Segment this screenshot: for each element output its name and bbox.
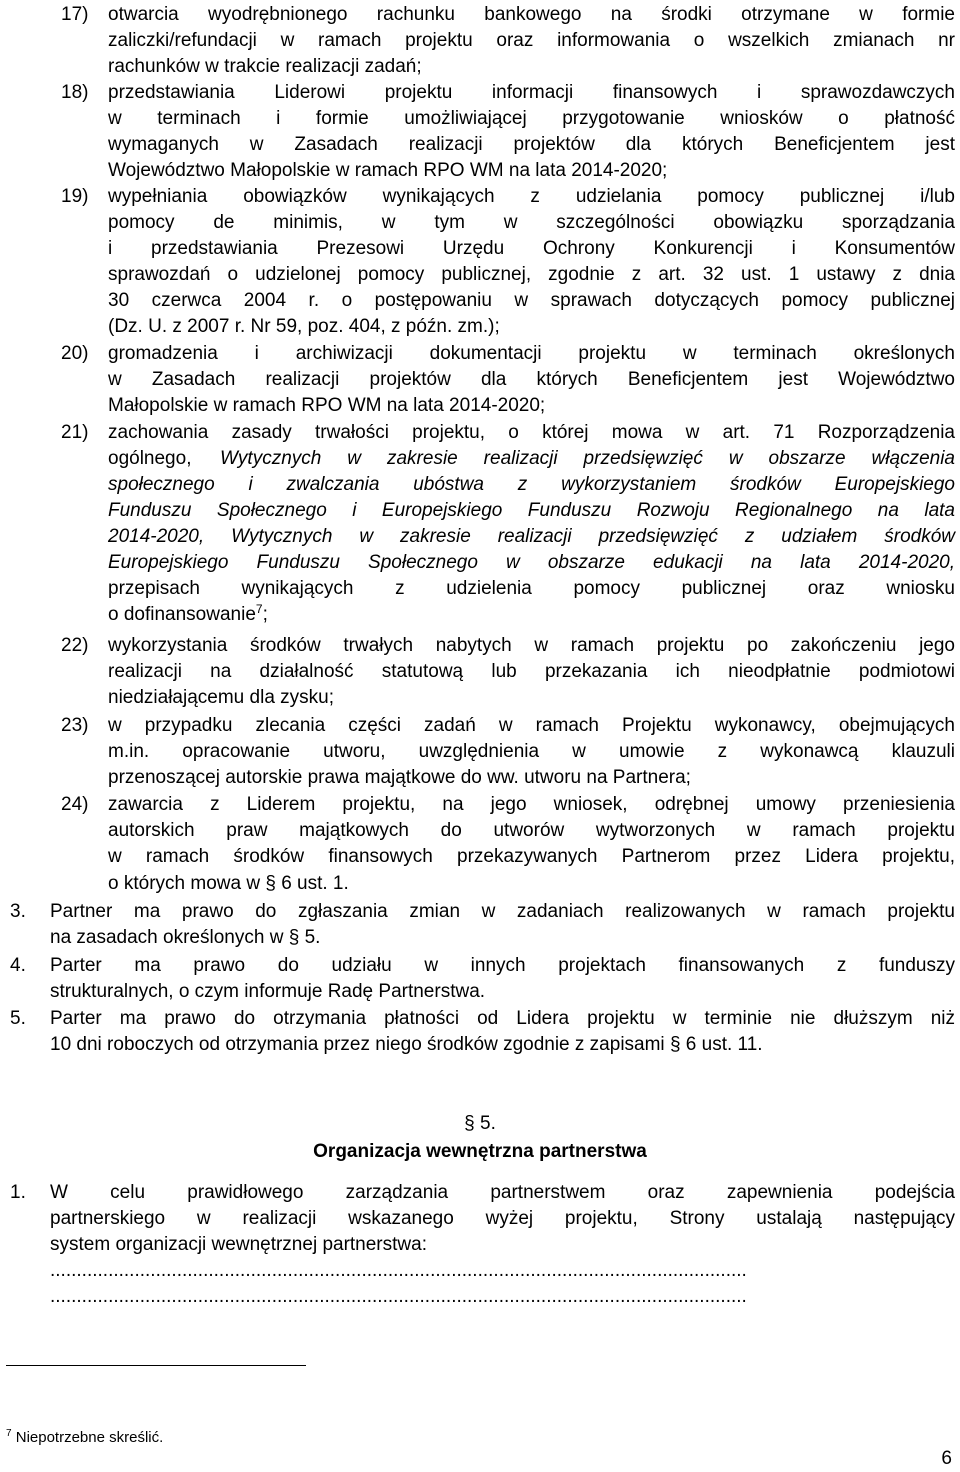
text-line: w ramach środków finansowych przekazywanych Partnerom przez Lidera projektu, <box>108 846 955 867</box>
text-line: wypełniania obowiązków wynikających z udzielania pomocy publicznej i/lub <box>108 186 955 207</box>
text-line: 30 czerwca 2004 r. o postępowaniu w sprawach dotyczących pomocy publicznej <box>108 290 955 311</box>
text-line: niedziałającemu dla zysku; <box>108 687 335 708</box>
text-line: partnerskiego w realizacji wskazanego wyżej projektu, Strony ustalają następujący <box>50 1208 955 1229</box>
section-number-value: 5. <box>480 1113 496 1134</box>
text-fragment: na zasadach określonych w <box>50 927 284 948</box>
text-line: gromadzenia i archiwizacji dokumentacji projektu w terminach określonych <box>108 343 955 364</box>
text-line: realizacji na działalność statutową lub przekazania ich nieodpłatnie podmiotowi <box>108 661 955 682</box>
text-line: wymaganych w Zasadach realizacji projektów dla których Beneficjentem jest <box>108 134 955 155</box>
list-number: 20) <box>61 343 89 364</box>
point-number: 5. <box>10 1008 26 1029</box>
text-line: Partner ma prawo do zgłaszania zmian w zadaniach realizowanych w ramach projektu <box>50 901 955 922</box>
text-line-italic: Funduszu Społecznego i Europejskiego Funduszu Rozwoju Regionalnego na lata <box>108 500 955 521</box>
text-fragment: 6 ust. 11. <box>685 1034 763 1055</box>
text-line: strukturalnych, o czym informuje Radę Partnerstwa. <box>50 981 486 1002</box>
text-line: zachowania zasady trwałości projektu, o której mowa w art. 71 Rozporządzenia <box>108 422 955 443</box>
text-fragment: ; <box>262 604 268 625</box>
text-line-italic: 2014-2020, Wytycznych w zakresie realizacji przedsięwzięć z udziałem środków <box>108 526 955 547</box>
text-line: przenoszącej autorskie prawa majątkowe do ww. utworu na Partnera; <box>108 767 691 788</box>
text-line <box>50 925 320 951</box>
text-line: sprawozdań o udzielonej pomocy publicznej, zgodnie z art. 32 ust. 1 ustawy z dnia <box>108 264 955 285</box>
list-number: 24) <box>61 794 89 815</box>
text-line-italic: społecznego i zwalczania ubóstwa z wykorzystaniem środków Europejskiego <box>108 474 955 495</box>
section-symbol: § <box>265 873 276 894</box>
page-number: 6 <box>941 1448 952 1469</box>
text-line: zaliczki/refundacji w ramach projektu oraz informowania o wszelkich zmianach nr <box>108 30 955 51</box>
text-line: ogólnego, <box>108 448 192 469</box>
list-number: 17) <box>61 4 89 25</box>
text-line: zawarcia z Liderem projektu, na jego wniosek, odrębnej umowy przeniesienia <box>108 794 955 815</box>
text-line: Województwo Małopolskie w ramach RPO WM na lata 2014-2020; <box>108 160 668 181</box>
text-line: w przypadku zlecania części zadań w ramach Projektu wykonawcy, obejmujących <box>108 715 955 736</box>
list-number: 21) <box>61 422 89 443</box>
text-line: autorskich praw majątkowych do utworów wytworzonych w ramach projektu <box>108 820 955 841</box>
text-line: przepisach wynikających z udzielenia pomocy publicznej oraz wniosku <box>108 578 955 599</box>
section-symbol: § <box>464 1113 475 1134</box>
section-number <box>0 1111 960 1137</box>
section-title: Organizacja wewnętrzna partnerstwa <box>313 1141 647 1162</box>
footnote-reference: 7 <box>255 602 263 616</box>
text-line: w Zasadach realizacji projektów dla których Beneficjentem jest Województwo <box>108 369 955 390</box>
text-line-italic: Wytycznych w zakresie realizacji przedsięwzięć w obszarze włączenia <box>220 448 955 469</box>
text-line-italic: Europejskiego Funduszu Społecznego w obszarze edukacji na lata 2014-2020, <box>108 552 955 573</box>
text-line: w terminach i formie umożliwiającej przygotowanie wniosków o płatność <box>108 108 955 129</box>
list-number: 22) <box>61 635 89 656</box>
text-line: W celu prawidłowego zarządzania partnerstwem oraz zapewnienia podejścia <box>50 1182 955 1203</box>
text-line: wykorzystania środków trwałych nabytych w ramach projektu po zakończeniu jego <box>108 635 955 656</box>
text-fragment: o których mowa w <box>108 873 261 894</box>
point-number: 3. <box>10 901 26 922</box>
text-line: Parter ma prawo do otrzymania płatności od Lidera projektu w terminie nie dłuższym niż <box>50 1008 955 1029</box>
list-number: 23) <box>61 715 89 736</box>
section-symbol: § <box>669 1034 681 1055</box>
footnote-marker: 7 <box>6 1428 12 1439</box>
text-line: system organizacji wewnętrznej partnerstwa: <box>50 1234 427 1255</box>
list-number: 18) <box>61 82 89 103</box>
footnote-text: Niepotrzebne skreślić. <box>15 1429 164 1446</box>
text-fragment: 6 ust. 1. <box>281 873 349 894</box>
text-fragment: 5. <box>304 927 321 948</box>
text-line: i przedstawiania Prezesowi Urzędu Ochrony Konkurencji i Konsumentów <box>108 238 955 259</box>
text-line <box>50 1032 763 1058</box>
text-line <box>108 602 268 628</box>
text-line: pomocy de minimis, w tym w szczególności obowiązku sporządzania <box>108 212 955 233</box>
text-line: rachunków w trakcie realizacji zadań; <box>108 56 422 77</box>
text-fragment: o dofinansowanie <box>108 604 256 625</box>
dotted-fill-line: .................................................................................................................................... <box>50 1260 747 1281</box>
footnote <box>6 1428 163 1448</box>
text-line <box>108 871 349 897</box>
text-line: (Dz. U. z 2007 r. Nr 59, poz. 404, z późn. zm.); <box>108 316 500 337</box>
text-line: otwarcia wyodrębnionego rachunku bankowego na środki otrzymane w formie <box>108 4 955 25</box>
footnote-separator <box>6 1365 306 1366</box>
point-number: 4. <box>10 955 26 976</box>
text-line: przedstawiania Liderowi projektu informacji finansowych i sprawozdawczych <box>108 82 955 103</box>
text-fragment: 10 dni roboczych od otrzymania przez niego środków zgodnie z zapisami <box>50 1034 665 1055</box>
text-line: m.in. opracowanie utworu, uwzględnienia w umowie z wykonawcą klauzuli <box>108 741 955 762</box>
dotted-fill-line: .................................................................................................................................... <box>50 1286 747 1307</box>
list-number: 19) <box>61 186 89 207</box>
text-line: Małopolskie w ramach RPO WM na lata 2014-2020; <box>108 395 546 416</box>
text-line: Parter ma prawo do udziału w innych projektach finansowanych z funduszy <box>50 955 955 976</box>
section-symbol: § <box>288 927 300 948</box>
point-number: 1. <box>10 1182 26 1203</box>
